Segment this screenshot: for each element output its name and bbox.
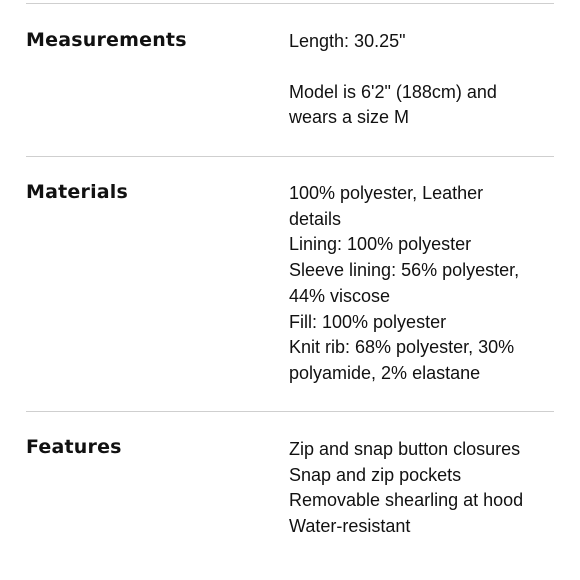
length-line: Length: 30.25" (289, 31, 406, 51)
materials-line: Sleeve lining: 56% polyester, (289, 260, 520, 281)
materials-heading: Materials (26, 181, 129, 203)
features-line: Zip and snap button closures (289, 439, 521, 459)
materials-line: Knit rib: 68% polyester, 30% (289, 337, 515, 358)
materials-line: 44% viscose (289, 285, 391, 306)
features-section (0, 435, 580, 545)
materials-line: polyamide, 2% elastane (289, 362, 481, 383)
measurements-divider (26, 156, 554, 157)
materials-details (289, 181, 559, 387)
materials-divider (26, 411, 554, 412)
measurements-section (0, 28, 580, 138)
features-heading: Features (26, 436, 122, 458)
materials-line: Lining: 100% polyester (289, 234, 472, 255)
model-line-2: wears a size M (289, 107, 410, 128)
features-line: Water-resistant (289, 516, 411, 537)
features-details (289, 437, 559, 540)
measurements-details (289, 29, 559, 131)
materials-section (0, 180, 580, 390)
measurements-heading: Measurements (26, 29, 187, 51)
features-line: Snap and zip pockets (289, 464, 462, 485)
materials-line: Fill: 100% polyester (289, 311, 447, 332)
materials-line: details (289, 208, 342, 229)
top-divider (26, 3, 554, 4)
model-line-1: Model is 6'2" (188cm) and (289, 81, 497, 102)
materials-line: 100% polyester, Leather (289, 183, 484, 203)
features-line: Removable shearling at hood (289, 490, 524, 511)
paragraph-gap (289, 55, 559, 80)
